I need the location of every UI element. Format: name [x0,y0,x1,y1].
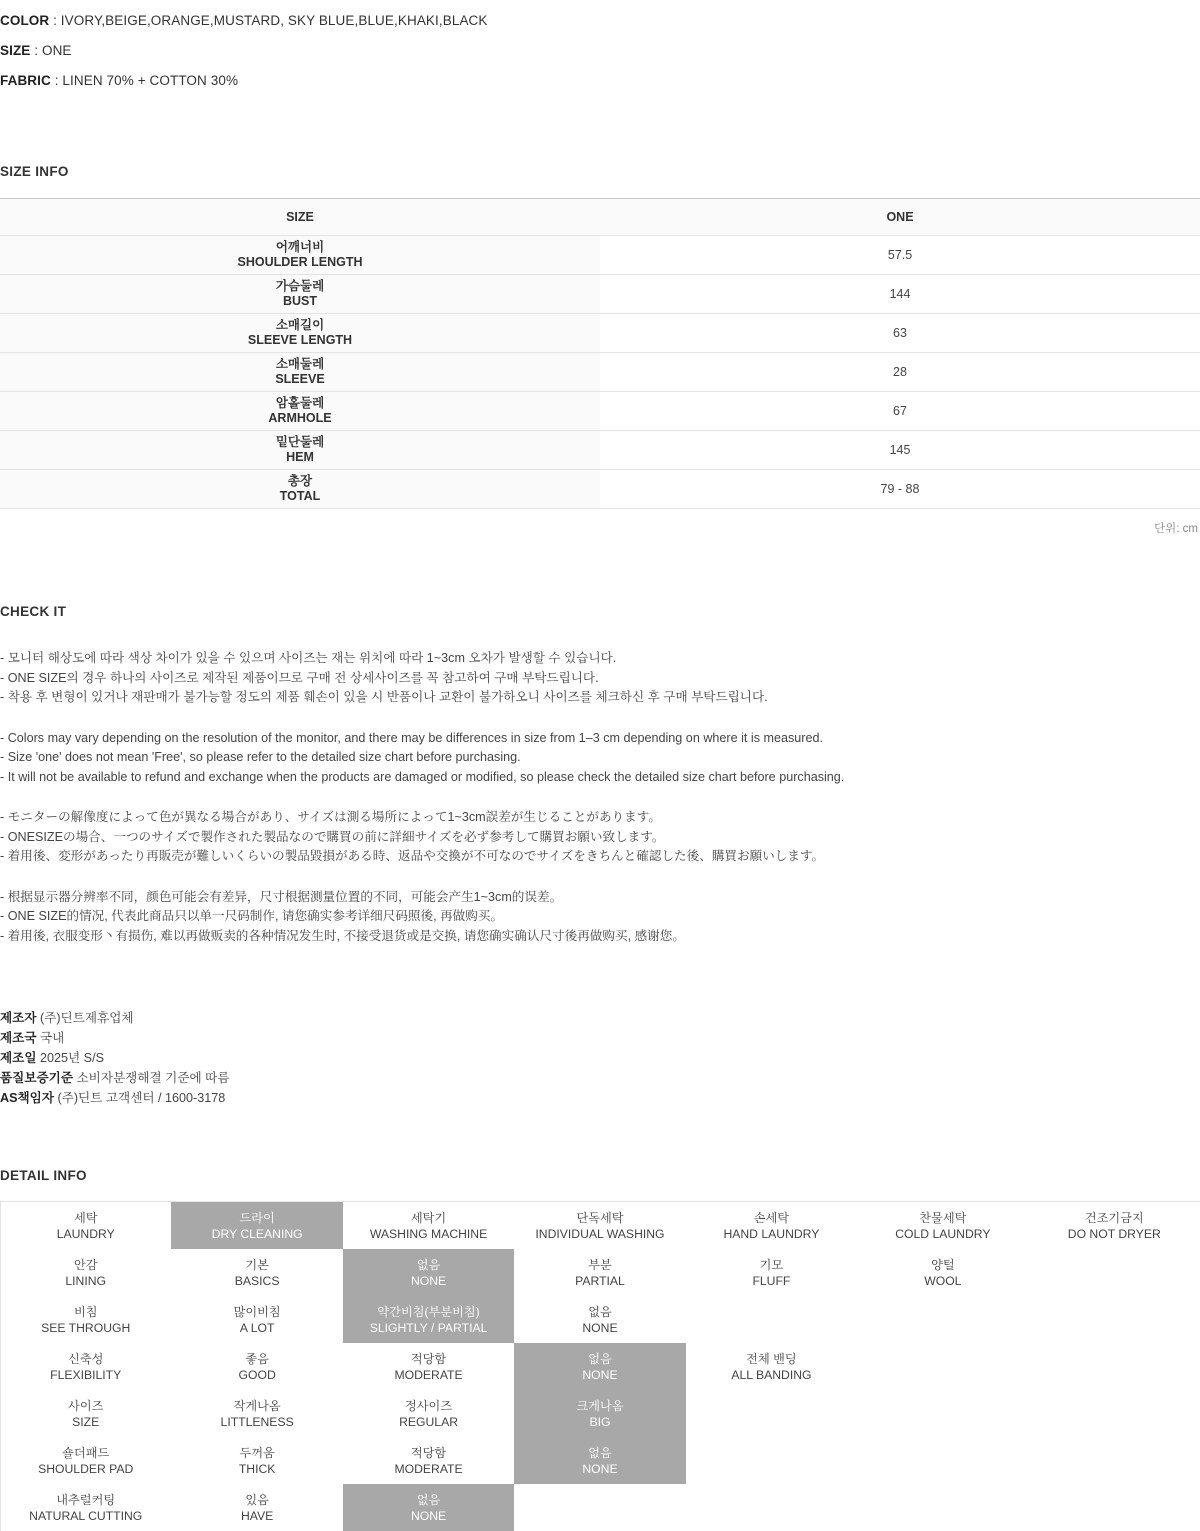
detail-cell-ko: 없음 [588,1351,612,1366]
size-info-table [0,198,1200,509]
size-value-cell: 144 [600,275,1200,314]
detail-cell-en: FLEXIBILITY [50,1367,122,1382]
detail-cell [171,1249,342,1296]
detail-cell [514,1249,685,1296]
notice-line: - 着用後, 衣服变形丶有损伤, 难以再做贩卖的各种情况发生时, 不接受退货或是交换, 请您确实确认尺寸後再做购买, 感谢您。 [0,928,685,943]
detail-cell [686,1249,857,1296]
notice-line: - 모니터 해상도에 따라 색상 차이가 있을 수 있으며 사이즈는 재는 위치에 따라 1~3cm 오차가 발생할 수 있습니다. [0,651,617,665]
maker-value: 소비자분쟁해결 기준에 따름 [73,1071,230,1085]
maker-line [0,1068,1200,1088]
detail-cell [1029,1202,1200,1249]
detail-cell-ko: 부분 [588,1257,612,1272]
detail-cell-en: NONE [582,1320,618,1335]
detail-cell-en: BIG [589,1414,611,1429]
detail-cell [171,1296,342,1343]
notice-group [0,729,1200,788]
notice-group [0,649,1200,708]
detail-cell-en: PARTIAL [575,1273,625,1288]
detail-cell-ko: 기본 [245,1257,269,1272]
size-value-cell: 63 [600,314,1200,353]
size-info-title: SIZE INFO [0,164,69,179]
detail-column [514,1202,685,1531]
notice-line: - ONE SIZE의 경우 하나의 사이즈로 제작된 제품이므로 구매 전 상세사이즈를 꼭 참고하여 구매 부탁드립니다. [0,670,599,685]
table-row [0,314,1200,353]
detail-cell-ko: 숄더패드 [62,1445,110,1460]
size-label-cell [0,392,600,431]
size-table-body [0,236,1200,509]
detail-cell-ko: 없음 [416,1257,441,1272]
detail-cell-en: BASICS [234,1273,280,1288]
detail-cell-en: INDIVIDUAL WASHING [535,1226,665,1241]
detail-cell-ko: 사이즈 [68,1398,104,1413]
detail-cell-en: NATURAL CUTTING [29,1508,143,1523]
size-label-ko: 가슴둘레 [275,279,325,293]
maker-line [0,1028,1200,1048]
detail-cell-ko: 양털 [931,1257,955,1272]
size-label-ko: 소매길이 [275,318,325,332]
detail-column [343,1202,514,1531]
detail-cell [343,1249,514,1296]
detail-cell-en: FLUFF [752,1273,791,1288]
notice-spacer [0,867,1200,888]
detail-cell-en: SHOULDER PAD [38,1461,134,1476]
size-label-ko: 밑단둘레 [275,435,325,449]
notice-group [0,808,1200,867]
detail-cell-en: LAUNDRY [56,1226,115,1241]
detail-cell-ko: 안감 [73,1257,98,1272]
size-label-cell [0,353,600,392]
detail-cell-en: SIZE [72,1414,100,1429]
detail-cell-en: MODERATE [394,1367,463,1382]
detail-cell [0,1296,171,1343]
spec-color [0,6,1200,36]
detail-cell [343,1484,514,1531]
maker-line [0,1008,1200,1028]
notice-line: - ONE SIZE的情况, 代表此商品只以单一尺码制作, 请您确实参考详细尺码照後, 再做购买。 [0,909,504,923]
detail-cell [343,1343,514,1390]
notice-group [0,888,1200,947]
detail-cell [171,1437,342,1484]
spec-fabric-label: FABRIC [0,73,51,88]
detail-cell-ko: 작게나옴 [233,1398,281,1413]
detail-column [0,1202,171,1531]
detail-cell [514,1390,685,1437]
detail-cell [343,1390,514,1437]
size-table-head [0,199,1200,236]
size-label-cell [0,314,600,353]
detail-cell-en: SLIGHTLY / PARTIAL [369,1320,488,1335]
detail-cell-en: LITTLENESS [220,1414,294,1429]
detail-cell-en: NONE [410,1508,447,1523]
size-value-cell: 28 [600,353,1200,392]
size-label-ko: 총장 [287,474,313,488]
detail-column [1029,1202,1200,1531]
notice-line: - 根据显示器分辨率不同，颜色可能会有差异，尺寸根据测量位置的不同，可能会产生1~3cm的误差。 [0,889,563,904]
detail-cell-ko: 손세탁 [753,1210,790,1225]
notice-line: - Colors may vary depending on the resolution of the monitor, and there may be differences in size from 1–3 cm depending on where it is measured. [0,730,824,745]
detail-cell-ko: 내추럴커팅 [56,1492,116,1507]
maker-value: (주)딘트 고객센터 / 1600-3178 [54,1091,226,1105]
detail-cell-ko: 기모 [759,1257,784,1272]
detail-cell-en: A LOT [239,1320,275,1335]
size-label-cell [0,236,600,275]
notice-spacer [0,708,1200,729]
detail-cell-en: REGULAR [399,1414,459,1429]
detail-cell [171,1202,342,1249]
maker-label: 품질보증기준 [0,1071,73,1085]
maker-label: 제조일 [0,1051,37,1065]
detail-cell-en: WASHING MACHINE [369,1226,488,1241]
table-row [0,470,1200,509]
detail-cell [514,1343,685,1390]
detail-cell-ko: 정사이즈 [405,1398,453,1413]
product-spec-block [0,0,1200,96]
spec-fabric [0,66,1200,96]
table-row [0,275,1200,314]
maker-label: 제조자 [0,1011,37,1025]
one-column-header: ONE [600,199,1200,236]
unit-note: 단위: cm [1154,523,1198,535]
notice-spacer [0,787,1200,808]
size-label-en: TOTAL [279,489,321,503]
detail-cell-en: LINING [65,1273,107,1288]
spec-color-label: COLOR [0,13,50,28]
table-row [0,431,1200,470]
spec-size [0,36,1200,66]
table-header-row [0,199,1200,236]
detail-cell [343,1296,514,1343]
detail-cell-ko: 크게나옴 [576,1398,624,1413]
spec-fabric-value: : LINEN 70% + COTTON 30% [54,73,239,88]
maker-label: AS책임자 [0,1091,54,1105]
notice-line: - It will not be available to refund and exchange when the products are damaged or modified, so please check the detailed size chart before purchasing. [0,769,845,784]
detail-cell-en: SEE THROUGH [41,1320,131,1335]
size-value-cell: 79 - 88 [600,470,1200,509]
size-label-en: HEM [286,450,314,464]
detail-info-grid [0,1201,1200,1531]
detail-info-title: DETAIL INFO [0,1168,87,1183]
detail-cell [0,1484,171,1531]
detail-cell [514,1437,685,1484]
detail-cell-ko: 있음 [245,1492,269,1507]
detail-cell-en: THICK [238,1461,276,1476]
detail-cell-en: NONE [410,1273,447,1288]
detail-cell-en: ALL BANDING [731,1367,812,1382]
size-label-ko: 소매둘레 [275,357,325,371]
detail-cell-ko: 많이비침 [233,1304,281,1319]
size-label-cell [0,470,600,509]
detail-cell-ko: 단독세탁 [576,1210,624,1225]
detail-cell-en: MODERATE [394,1461,463,1476]
spec-size-label: SIZE [0,43,31,58]
check-it-title: CHECK IT [0,604,67,619]
size-label-en: SHOULDER LENGTH [237,255,363,269]
detail-cell [686,1343,857,1390]
detail-cell [0,1390,171,1437]
detail-cell-en: NONE [582,1461,618,1476]
detail-cell-ko: 건조기금지 [1084,1210,1144,1225]
detail-cell [0,1202,171,1249]
detail-cell [0,1437,171,1484]
detail-cell-ko: 약간비침(부분비침) [377,1304,480,1319]
detail-cell-en: DRY CLEANING [211,1226,303,1241]
detail-cell-en: HAVE [240,1508,274,1523]
detail-cell [171,1484,342,1531]
size-label-ko: 암홀둘레 [275,396,325,410]
detail-cell-en: HAND LAUNDRY [723,1226,820,1241]
detail-cell-ko: 적당함 [410,1351,447,1366]
notice-line: - 착용 후 변형이 있거나 재판매가 불가능할 정도의 제품 훼손이 있을 시 반품이나 교환이 불가하오니 사이즈를 체크하신 후 구매 부탁드립니다. [0,690,768,704]
detail-cell-ko: 없음 [416,1492,441,1507]
detail-cell-ko: 드라이 [239,1210,275,1225]
notice-line: - 着用後、変形があったり再販売が難しいくらいの製品毀損がある時、返品や交換が不可なのでサイズをきちんと確認した後、購買お願いします。 [0,849,825,863]
detail-cell [0,1249,171,1296]
detail-cell [171,1343,342,1390]
maker-label: 제조국 [0,1031,37,1045]
size-label-en: SLEEVE LENGTH [247,333,353,347]
detail-cell [171,1390,342,1437]
detail-cell-ko: 좋음 [245,1351,269,1366]
maker-value: 국내 [36,1031,65,1045]
detail-cell-ko: 세탁기 [410,1210,447,1225]
size-label-en: SLEEVE [275,372,325,386]
detail-cell [0,1343,171,1390]
detail-cell [857,1249,1028,1296]
table-row [0,236,1200,275]
detail-cell-en: NONE [582,1367,618,1382]
size-column-header: SIZE [0,199,600,236]
detail-cell-ko: 전체 밴딩 [746,1351,797,1366]
detail-cell-ko: 적당함 [410,1445,447,1460]
notice-line: - Size 'one' does not mean 'Free', so please refer to the detailed size chart before purchasing. [0,750,521,764]
detail-cell-ko: 세탁 [73,1210,98,1225]
size-label-cell [0,431,600,470]
detail-cell-ko: 비침 [73,1304,98,1319]
detail-cell-ko: 없음 [588,1445,612,1460]
size-value-cell: 57.5 [600,236,1200,275]
spec-color-value: : IVORY,BEIGE,ORANGE,MUSTARD, SKY BLUE,BLUE,KHAKI,BLACK [53,13,488,28]
detail-column [857,1202,1028,1531]
maker-line [0,1048,1200,1068]
detail-cell [514,1202,685,1249]
manufacturer-info [0,1008,1200,1108]
detail-column [686,1202,857,1531]
notice-line: - モニターの解像度によって色が異なる場合があり、サイズは測る場所によって1~3cm誤差が生じることがあります。 [0,810,661,824]
detail-cell-en: COLD LAUNDRY [895,1226,991,1241]
size-label-ko: 어깨너비 [275,240,325,254]
maker-line [0,1088,1200,1108]
check-it-notices [0,649,1200,946]
size-label-en: BUST [282,294,318,308]
detail-cell-en: WOOL [924,1273,962,1288]
size-label-cell [0,275,600,314]
detail-cell-en: DO NOT DRYER [1067,1226,1161,1241]
detail-cell-ko: 찬물세탁 [919,1210,967,1225]
size-value-cell: 145 [600,431,1200,470]
maker-value: (주)딘트제휴업체 [36,1011,134,1025]
detail-cell-ko: 두꺼움 [239,1445,275,1460]
notice-line: - ONESIZEの場合、一つのサイズで製作された製品なので購買の前に詳細サイズを必ず参考して購買お願い致します。 [0,829,665,844]
detail-cell [343,1202,514,1249]
detail-cell [514,1296,685,1343]
detail-column [171,1202,342,1531]
table-row [0,392,1200,431]
size-value-cell: 67 [600,392,1200,431]
detail-cell-en: GOOD [238,1367,276,1382]
size-label-en: ARMHOLE [268,411,332,425]
detail-cell [343,1437,514,1484]
detail-cell [857,1202,1028,1249]
detail-cell-ko: 없음 [588,1304,612,1319]
detail-cell [686,1202,857,1249]
detail-cell-ko: 신축성 [68,1351,104,1366]
table-row [0,353,1200,392]
spec-size-value: : ONE [34,43,72,58]
maker-value: 2025년 S/S [36,1051,104,1065]
